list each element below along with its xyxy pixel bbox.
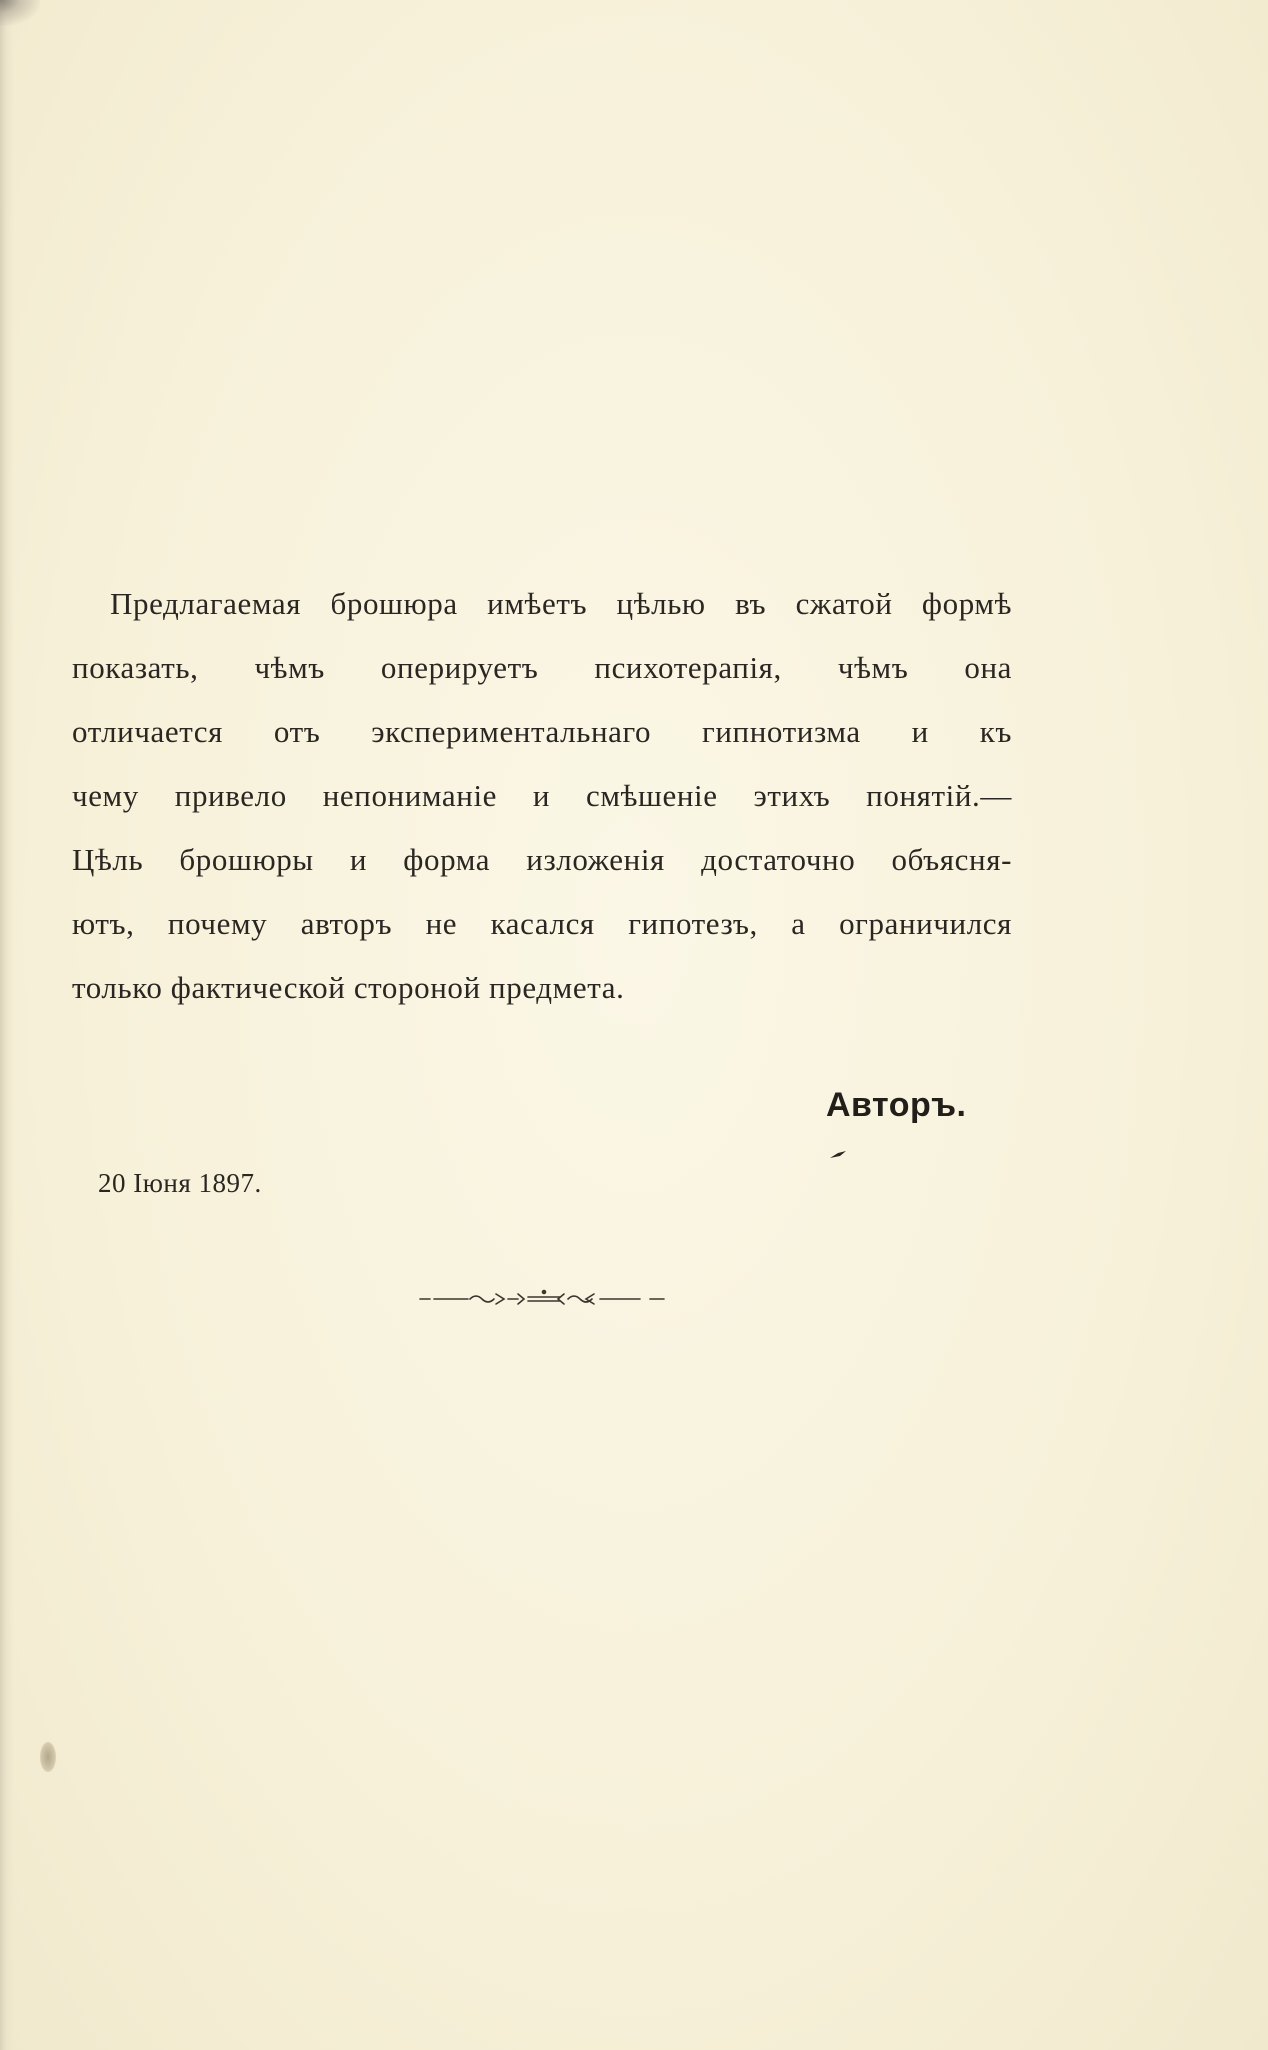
page-edge-shadow — [0, 0, 14, 2050]
paragraph-line: показать, чѣмъ оперируетъ психотерапія, чѣмъ она — [72, 650, 1012, 685]
date-line: 20 Іюня 1897. — [98, 1168, 262, 1198]
paragraph-line: Предлагаемая брошюра имѣетъ цѣлью въ сжатой формѣ — [110, 586, 1012, 621]
ornament-divider-icon — [418, 1286, 668, 1312]
paragraph-line: отличается отъ экспериментальнаго гипнотизма и къ — [72, 714, 1012, 749]
paper-stain — [40, 1742, 56, 1772]
paragraph-line: ютъ, почему авторъ не касался гипотезъ, а ограничился — [72, 906, 1012, 941]
preface-paragraph — [72, 572, 1012, 1020]
page-corner-shadow — [0, 0, 40, 26]
paragraph-line: Цѣль брошюры и форма изложенія достаточно объясня- — [72, 842, 1012, 877]
paragraph-line: чему привело непониманіе и смѣшеніе этихъ понятій.— — [72, 778, 1012, 813]
ink-mark-icon — [828, 1150, 848, 1160]
author-signature: Авторъ. — [826, 1086, 967, 1124]
paragraph-line: только фактической стороной предмета. — [72, 970, 625, 1005]
